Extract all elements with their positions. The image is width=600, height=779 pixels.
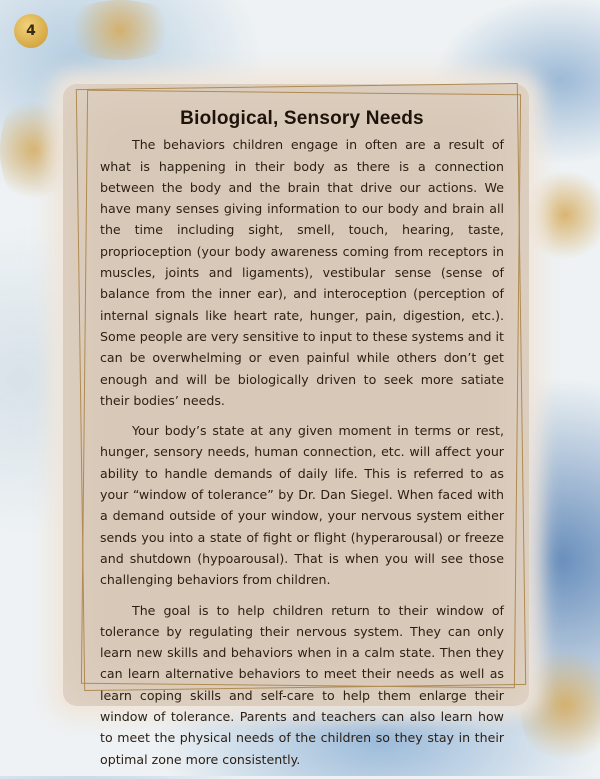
paragraph-2: Your body’s state at any given moment in terms or rest, hunger, sensory needs, human connection, etc. will affect your ability to handle demands of daily life. This is referred to as your “window of tolerance” by Dr. Dan Siegel. When faced with a demand outside of your window, your nervous system either sends you into a state of fight or flight (hyperarousal) or freeze and shutdown (hypoarousal). That is when you will see those challenging behaviors from children. (100, 423, 504, 588)
gold-fleck-right (520, 170, 600, 260)
page-number-badge (14, 14, 48, 48)
article (100, 108, 504, 779)
gold-fleck-bottom-right (520, 640, 600, 770)
page-number: 4 (26, 23, 36, 39)
paragraph-1: The behaviors children engage in often are a result of what is happening in their body as there is a connection between the body and the brain that drive our actions. We have many senses giving information to our body and brain all the time including sight, smell, touch, hearing, taste, proprioception (your body awareness coming from receptors in muscles, joints and ligaments), vestibular sense (sense of balance from the inner ear), and interoception (perception of internal signals like heart rate, hunger, pain, digestion, etc.). Some people are very sensitive to input to these systems and it can be overwhelming or even painful while others don’t get enough and will be biologically driven to seek more satiate their bodies’ needs. (100, 137, 504, 408)
paragraph-3: The goal is to help children return to their window of tolerance by regulating their nervous system. They can only learn new skills and behaviors when in a calm state. Then they can learn alternative behaviors to meet their needs as well as learn coping skills and self-care to help them enlarge their window of tolerance. Parents and teachers can also learn how to meet the physical needs of the children so they stay in their optimal zone more consistently. (100, 602, 504, 767)
gold-fleck-top (60, 0, 180, 60)
article-title: Biological, Sensory Needs (180, 108, 424, 129)
gold-fleck-left (0, 90, 70, 210)
